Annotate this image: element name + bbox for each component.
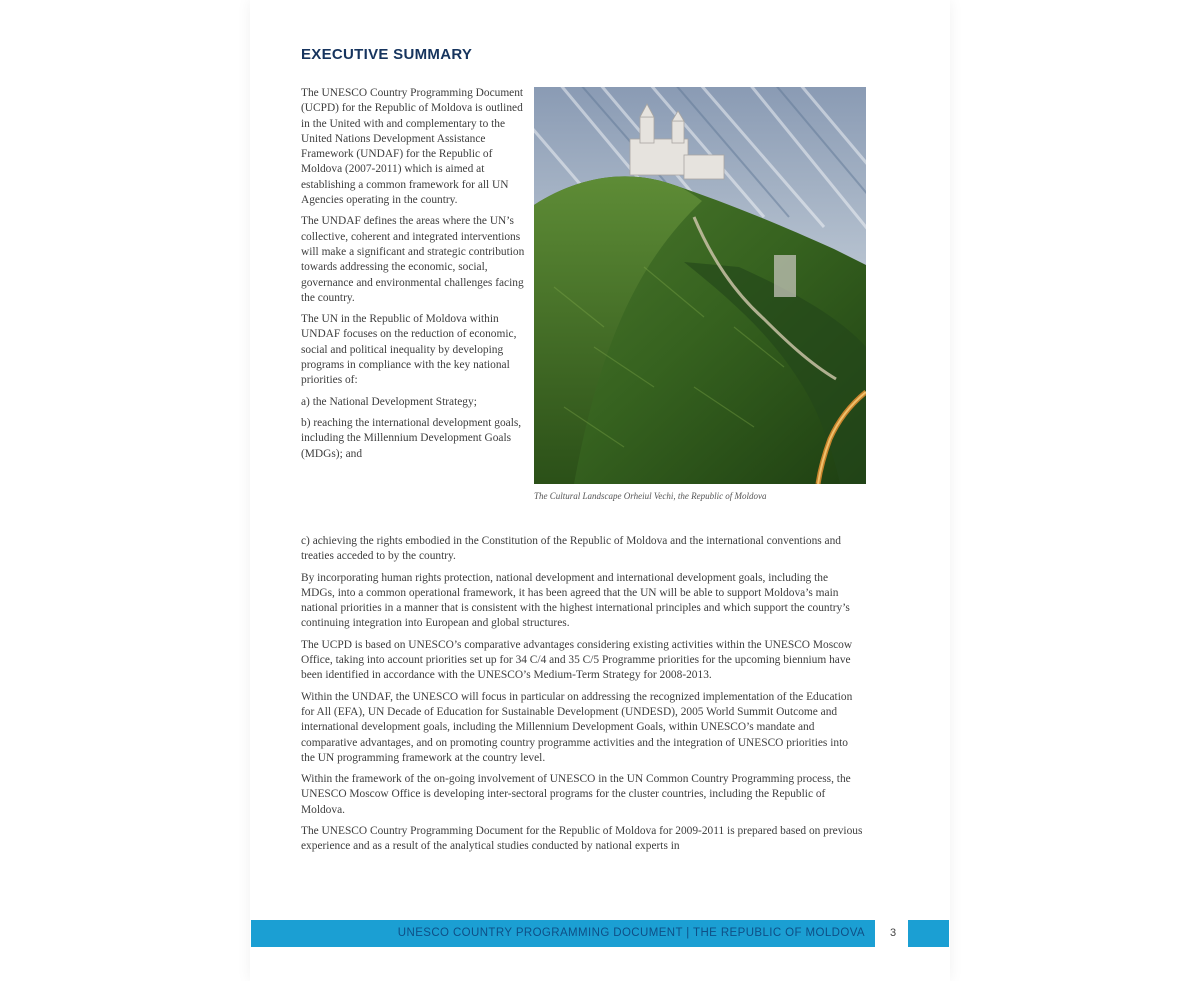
list-item: c) achieving the rights embodied in the Constitution of the Republic of Moldova and the international conventions and treaties acceded to by the country. — [301, 535, 841, 563]
paragraph: The UCPD is based on UNESCO’s comparative advantages considering existing activities within the UNESCO Moscow Office, taking into account priorities set up for 34 C/4 and 35 C/5 Programme priorities for the upcoming biennium have been identified in accordance with the UNESCO’s Medium-Term Strategy for 2008-2013. — [301, 638, 853, 682]
paragraph: The UNESCO Country Programming Document (UCPD) for the Republic of Moldova is outlined in the United with and complementary to the United Nations Development Assistance Framework (UNDAF) for the Republic of Moldova (2007-2011) which is aimed at establishing a common framework for all UN Agencies operating in the country. — [301, 87, 524, 207]
paragraph: The UNESCO Country Programming Document for the Republic of Moldova for 2009-2011 is prepared based on previous experience and as a result of the analytical studies conducted by national experts in — [301, 825, 863, 853]
list-item: b) reaching the international development goals, including the Millennium Development Goals (MDGs); and — [301, 416, 522, 460]
footer-bar — [251, 920, 875, 947]
section-heading: EXECUTIVE SUMMARY — [301, 46, 473, 63]
paragraph: By incorporating human rights protection, national development and international development goals, including the MDGs, into a common operational framework, it has been agreed that the UN will be able to support Moldova’s main national priorities in a manner that is consistent with the highest international principles and which support the country’s continuing integration into European and global structures. — [301, 571, 850, 630]
paragraph: Within the UNDAF, the UNESCO will focus in particular on addressing the recognized implementation of the Education for All (EFA), UN Decade of Education for Sustainable Development (UNDESD), 2005 World Summit Outcome and international development goals, including the Millennium Development Goals, within UNESCO’s mandate and comparative advantages, and on promoting country programme activities and the integration of UNESCO priorities into the UN programming framework at the country level. — [301, 690, 853, 764]
landscape-photo — [534, 87, 866, 484]
paragraph: The UN in the Republic of Moldova within UNDAF focuses on the reduction of economic, social and political inequality by developing programs in compliance with the key national priorities of: — [301, 313, 517, 387]
full-width-text — [301, 534, 863, 861]
footer-tab — [908, 920, 949, 947]
page-number: 3 — [889, 927, 897, 939]
photo-caption: The Cultural Landscape Orheiul Vechi, the Republic of Moldova — [534, 491, 767, 501]
footer-title: UNESCO COUNTRY PROGRAMMING DOCUMENT | THE REPUBLIC OF MOLDOVA — [397, 927, 865, 939]
paragraph: The UNDAF defines the areas where the UN’s collective, coherent and integrated interventions will make a significant and strategic contribution towards addressing the economic, social, governance and environmental challenges facing the country. — [301, 215, 525, 304]
paragraph: Within the framework of the on-going involvement of UNESCO in the UN Common Country Programming process, the UNESCO Moscow Office is developing inter-sectoral programs for the cluster countries, including the Republic of Moldova. — [301, 773, 851, 816]
list-item: a) the National Development Strategy; — [301, 395, 477, 408]
left-column-text — [301, 86, 525, 468]
